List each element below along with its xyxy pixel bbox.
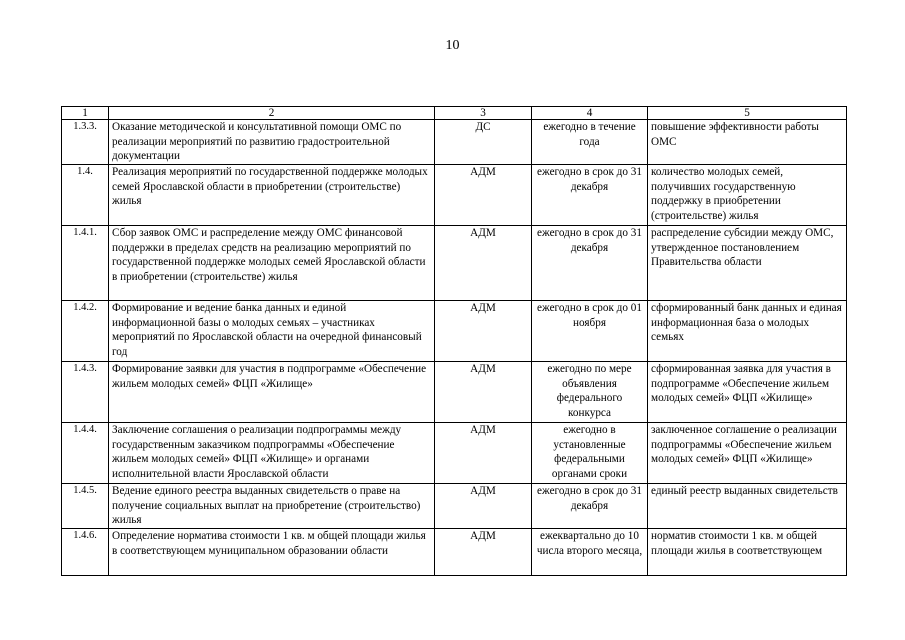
executor-cell: АДМ <box>435 226 532 301</box>
term-cell: ежегодно по мере объявления федерального конкурса <box>532 362 648 423</box>
row-number: 1.4.1. <box>62 226 109 301</box>
row-number: 1.4.2. <box>62 301 109 362</box>
action-cell: Реализация мероприятий по государственной поддержке молодых семей Ярославской области в приобретении (строительстве) жилья <box>109 165 435 226</box>
table-row <box>62 484 847 529</box>
table-header-row <box>62 107 847 120</box>
action-cell: Сбор заявок ОМС и распределение между ОМС финансовой поддержки в пределах средств на реализацию мероприятий по государственной поддержке молодых семей Ярославской области в приобретении (строительстве) жилья <box>109 226 435 301</box>
table-row <box>62 226 847 301</box>
page-number: 10 <box>445 38 460 53</box>
header-cell-2: 2 <box>109 107 435 120</box>
executor-cell: АДМ <box>435 362 532 423</box>
table-row <box>62 423 847 484</box>
result-cell: количество молодых семей, получивших государственную поддержку в приобретении (строительстве) жилья <box>648 165 847 226</box>
row-number: 1.4.4. <box>62 423 109 484</box>
header-cell-4: 4 <box>532 107 648 120</box>
action-cell: Определение норматива стоимости 1 кв. м общей площади жилья в соответствующем муниципальном образовании области <box>109 529 435 576</box>
action-cell: Ведение единого реестра выданных свидетельств о праве на получение социальных выплат на приобретение (строительство) жилья <box>109 484 435 529</box>
result-cell: повышение эффективности работы ОМС <box>648 120 847 165</box>
row-number: 1.4.5. <box>62 484 109 529</box>
table-row <box>62 165 847 226</box>
term-cell: ежегодно в срок до 31 декабря <box>532 226 648 301</box>
executor-cell: АДМ <box>435 165 532 226</box>
executor-cell: АДМ <box>435 529 532 576</box>
row-number: 1.3.3. <box>62 120 109 165</box>
executor-cell: АДМ <box>435 301 532 362</box>
term-cell: ежегодно в срок до 01 ноября <box>532 301 648 362</box>
executor-cell: АДМ <box>435 484 532 529</box>
result-cell: сформированная заявка для участия в подпрограмме «Обеспечение жильем молодых семей» ФЦП «Жилище» <box>648 362 847 423</box>
header-cell-3: 3 <box>435 107 532 120</box>
result-cell: сформированный банк данных и единая информационная база о молодых семьях <box>648 301 847 362</box>
table-row <box>62 120 847 165</box>
executor-cell: АДМ <box>435 423 532 484</box>
term-cell: ежегодно в установленные федеральными органами сроки <box>532 423 648 484</box>
action-cell: Формирование заявки для участия в подпрограмме «Обеспечение жильем молодых семей» ФЦП «Жилище» <box>109 362 435 423</box>
row-number: 1.4. <box>62 165 109 226</box>
row-number: 1.4.3. <box>62 362 109 423</box>
table-row <box>62 529 847 576</box>
action-cell: Оказание методической и консультативной помощи ОМС по реализации мероприятий по развитию градостроительной документации <box>109 120 435 165</box>
result-cell: распределение субсидии между ОМС, утвержденное постановлением Правительства области <box>648 226 847 301</box>
table-row <box>62 301 847 362</box>
term-cell: ежегодно в срок до 31 декабря <box>532 484 648 529</box>
term-cell: ежегодно в течение года <box>532 120 648 165</box>
result-cell: заключенное соглашение о реализации подпрограммы «Обеспечение жильем молодых семей» ФЦП «Жилище» <box>648 423 847 484</box>
header-cell-1: 1 <box>62 107 109 120</box>
header-cell-5: 5 <box>648 107 847 120</box>
row-number: 1.4.6. <box>62 529 109 576</box>
action-cell: Заключение соглашения о реализации подпрограммы между государственным заказчиком подпрограммы «Обеспечение жильем молодых семей» ФЦП «Жилище» и органами исполнительной власти Ярославской области <box>109 423 435 484</box>
action-cell: Формирование и ведение банка данных и единой информационной базы о молодых семьях – участниках мероприятий по Ярославской области на очередной финансовый год <box>109 301 435 362</box>
result-cell: единый реестр выданных свидетельств <box>648 484 847 529</box>
executor-cell: ДС <box>435 120 532 165</box>
result-cell: норматив стоимости 1 кв. м общей площади жилья в соответствующем <box>648 529 847 576</box>
table-row <box>62 362 847 423</box>
term-cell: ежегодно в срок до 31 декабря <box>532 165 648 226</box>
measures-table <box>61 106 847 576</box>
term-cell: ежеквартально до 10 числа второго месяца, <box>532 529 648 576</box>
